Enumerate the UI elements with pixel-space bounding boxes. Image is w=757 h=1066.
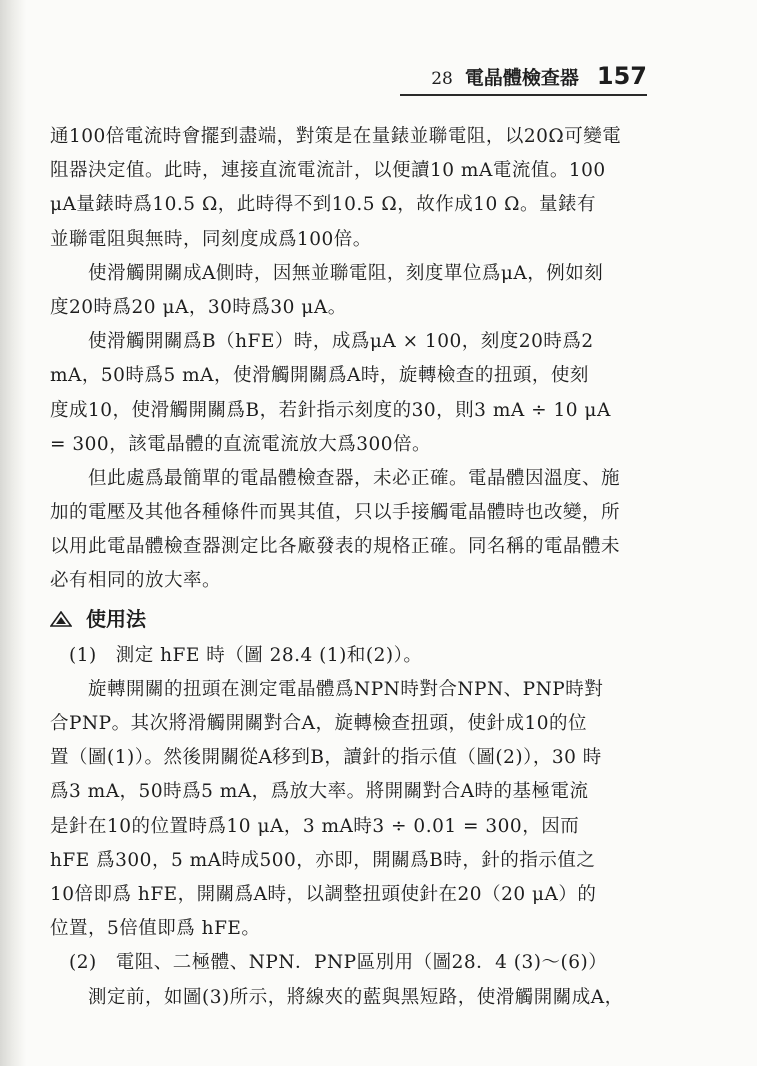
text-line: 度成10，使滑觸開關爲B，若針指示刻度的30，則3 mA ÷ 10 μA [50, 399, 611, 421]
text-line: 並聯電阻與無時，同刻度成爲100倍。 [50, 228, 372, 250]
text-line: = 300，該電晶體的直流電流放大爲300倍。 [50, 433, 432, 455]
paragraph-6 [50, 981, 670, 1015]
item-1-title: (1) 測定 hFE 時（圖 28.4 (1)和(2)）。 [50, 644, 423, 666]
text-line: 位置，5倍值即爲 hFE。 [50, 918, 261, 940]
text-line: 爲3 mA，50時爲5 mA，爲放大率。將開關對合A時的基極電流 [50, 781, 589, 803]
text-line: 使滑觸開關爲B（hFE）時，成爲μA × 100，刻度20時爲2 [50, 331, 594, 353]
page-number: 157 [596, 62, 647, 90]
paragraph-1 [50, 120, 670, 257]
text-line: 阻器決定值。此時，連接直流電流計，以便讀10 mA電流值。100 [50, 160, 606, 182]
text-line: 是針在10的位置時爲10 μA，3 mA時3 ÷ 0.01 = 300，因而 [50, 815, 580, 837]
text-line: 旋轉開關的扭頭在測定電晶體爲NPN時對合NPN、PNP時對 [50, 678, 604, 700]
text-line: hFE 爲300，5 mA時成500，亦即，開關爲B時，針的指示值之 [50, 849, 596, 871]
text-line: 以用此電晶體檢查器測定比各廠發表的規格正確。同名稱的電晶體未 [50, 536, 621, 558]
text-line: μA量錶時爲10.5 Ω，此時得不到10.5 Ω，故作成10 Ω。量錶有 [50, 194, 596, 216]
paragraph-2 [50, 257, 670, 325]
section-heading [50, 599, 670, 639]
text-line: 合PNP。其次將滑觸開關對合A，旋轉檢查扭頭，使針成10的位 [50, 713, 587, 734]
page-body [50, 120, 670, 1015]
text-line: mA，50時爲5 mA，使滑觸開關爲A時，旋轉檢查的扭頭，使刻 [50, 365, 589, 387]
text-line: 使滑觸開關成A側時，因無並聯電阻，刻度單位爲μA，例如刻 [50, 262, 604, 284]
text-line: 加的電壓及其他各種條件而異其值，只以手接觸電晶體時也改變，所 [50, 502, 621, 524]
triangle-mark-icon [50, 611, 72, 627]
text-line: 測定前，如圖(3)所示，將線夾的藍與黑短路，使滑觸開關成A， [50, 986, 624, 1008]
text-line: 但此處爲最簡單的電晶體檢查器，未必正確。電晶體因溫度、施 [50, 467, 621, 489]
item-2-title: (2) 電阻、二極體、NPN．PNP區別用（圖28．4 (3)～(6)） [50, 952, 608, 974]
text-line: 10倍即爲 hFE，開關爲A時，以調整扭頭使針在20（20 μA）的 [50, 883, 597, 905]
paragraph-5 [50, 673, 670, 947]
running-header [400, 62, 647, 96]
chapter-number: 28 [431, 69, 453, 89]
text-line: 通100倍電流時會擺到盡端，對策是在量錶並聯電阻，以20Ω可變電 [50, 126, 622, 147]
section-heading-text: 使用法 [86, 606, 146, 631]
text-line: 置（圖(1)）。然後開關從A移到B，讀針的指示值（圖(2)），30 時 [50, 747, 602, 769]
chapter-title: 電晶體檢查器 [464, 67, 579, 89]
paragraph-4 [50, 462, 670, 599]
paragraph-3 [50, 325, 670, 462]
book-spine-shadow [0, 0, 26, 1066]
text-line: 度20時爲20 μA，30時爲30 μA。 [50, 296, 347, 318]
text-line: 必有相同的放大率。 [50, 570, 222, 592]
